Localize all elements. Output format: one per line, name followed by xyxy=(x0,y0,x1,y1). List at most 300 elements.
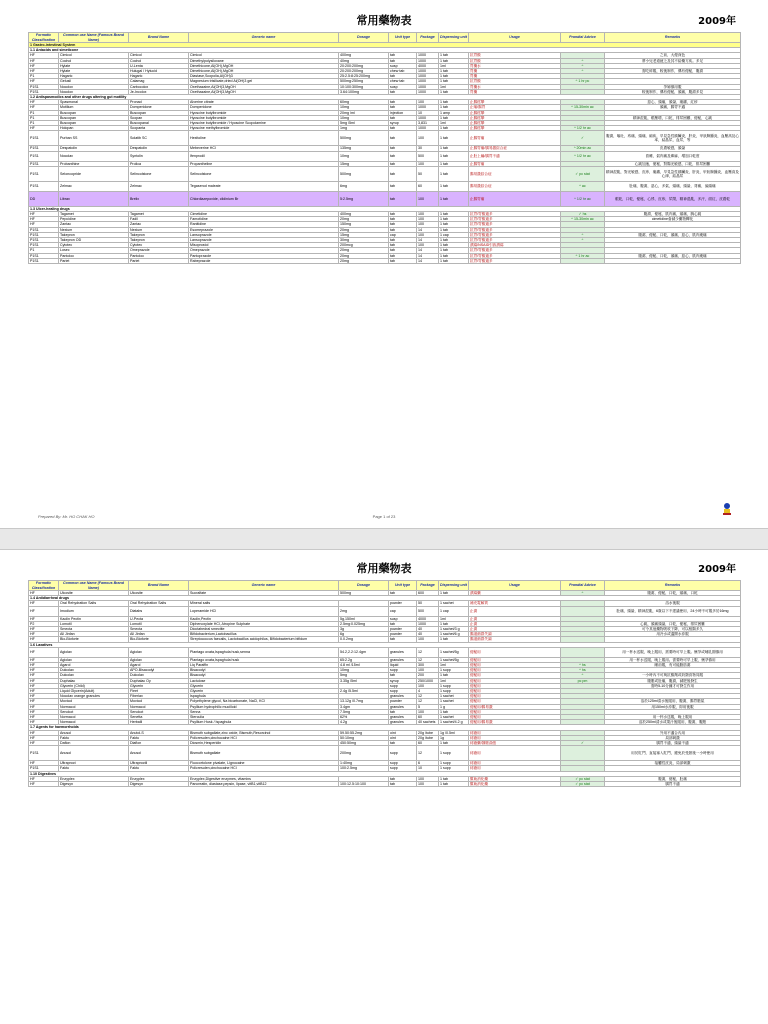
footer-page-number: Page 1 of 23 xyxy=(372,514,396,519)
unit-type-cell: supp xyxy=(389,689,417,694)
brand-name-cell: Syntolin xyxy=(129,151,189,161)
package-cell: 100 xyxy=(417,683,439,688)
usage-cell: 便秘用/腸易激 xyxy=(469,704,561,709)
package-cell: 12 xyxy=(417,694,439,699)
remarks-cell: 腹瀉，便秘，口乾，頭痛，惡心，肌肉痠痛 xyxy=(605,232,741,237)
dispensing-unit-cell: 1 sachet xyxy=(439,601,469,606)
section-title: 1.3 Ulcer-healing drugs xyxy=(29,206,741,211)
remarks-cell: cimetidine會減少藥物轉化 xyxy=(605,217,741,222)
usage-cell: 腸道菌群失調 xyxy=(469,632,561,637)
drug-table xyxy=(28,580,741,787)
form-class-cell: HF xyxy=(29,53,59,58)
generic-name-cell: Kaolin,Pectin xyxy=(189,616,339,621)
common-name-cell: All Jinfan xyxy=(59,632,129,637)
usage-cell: 便秘用 xyxy=(469,683,561,688)
brand-name-cell: Herbalil xyxy=(129,720,189,725)
dispensing-unit-cell: 1 tab xyxy=(439,146,469,151)
remarks-cell: 用於肛門，直接塞入肛門，避免於受熱後一小時使用 xyxy=(605,746,741,761)
generic-name-cell: Sucralfate xyxy=(189,591,339,596)
common-name-cell: Despatolin xyxy=(59,146,129,151)
unit-type-cell: syrup xyxy=(389,678,417,683)
column-header: Dosage xyxy=(339,581,389,591)
form-class-cell: HF xyxy=(29,63,59,68)
form-class-cell: P1S1 xyxy=(29,181,59,191)
form-class-cell: HF xyxy=(29,741,59,746)
drug-table xyxy=(28,32,741,264)
generic-name-cell: Propantheline xyxy=(189,161,339,166)
remarks-cell: 溶於125ml清水後服用，腹瀉，腸胃脹氣 xyxy=(605,699,741,704)
dosage-cell: 30mg xyxy=(339,238,389,243)
column-header: Prandial Advice xyxy=(561,33,605,43)
prandial-advice-cell: ^ xyxy=(561,238,605,243)
unit-type-cell: tab xyxy=(389,776,417,781)
unit-type-cell: susp xyxy=(389,84,417,89)
remarks-cell: 皮膚敏感，頭暈 xyxy=(605,146,741,151)
usage-cell: 胃藥水 xyxy=(469,84,561,89)
dispensing-unit-cell: 1 tab xyxy=(439,105,469,110)
form-class-cell: P1 xyxy=(29,115,59,120)
brand-name-cell: APO-Bisacodyl xyxy=(129,668,189,673)
package-cell: 10 xyxy=(417,110,439,115)
dispensing-unit-cell: 1 tab xyxy=(439,161,469,166)
brand-name-cell: Ulcosite xyxy=(129,591,189,596)
brand-name-cell: Pronad xyxy=(129,100,189,105)
generic-name-cell: Alverine citrate xyxy=(189,100,339,105)
dispensing-unit-cell: 1 tab xyxy=(439,227,469,232)
dosage-cell: 5g,150ml xyxy=(339,616,389,621)
dosage-cell: 20:200:200mg xyxy=(339,69,389,74)
unit-type-cell: cap xyxy=(389,606,417,616)
common-name-cell: Anusol xyxy=(59,730,129,735)
form-class-cell: HF xyxy=(29,657,59,662)
brand-name-cell: Cytotec xyxy=(129,243,189,248)
common-name-cell: Senokot xyxy=(59,709,129,714)
common-name-cell: Normacol xyxy=(59,720,129,725)
form-class-cell: HF xyxy=(29,637,59,642)
dispensing-unit-cell: 1 tab xyxy=(439,79,469,84)
section-title: 1.2 Antispasmodics and other drugs altering gut motility xyxy=(29,95,741,100)
remarks-cell: 眼乾，口乾，便秘，心悸，皮疹，尿閉，精神混亂，多汗，面紅，皮膚乾 xyxy=(605,191,741,206)
usage-cell: 抗胃/胃酸過多 xyxy=(469,238,561,243)
column-header: Unit type xyxy=(389,33,417,43)
generic-name-cell: Dimethicone,Al(OH),MgOH xyxy=(189,69,339,74)
section-title: 1.10 Digestives xyxy=(29,771,741,776)
dispensing-unit-cell: 1 tab xyxy=(439,253,469,258)
usage-cell: 止腸胃痛 xyxy=(469,161,561,166)
page-year: 2009年 xyxy=(698,16,736,27)
common-name-cell: Agiolax xyxy=(59,647,129,657)
usage-cell: 便秘用 xyxy=(469,709,561,714)
package-cell: 40 sachets xyxy=(417,720,439,725)
dispensing-unit-cell: 1 tab xyxy=(439,621,469,626)
unit-type-cell: chew tab xyxy=(389,79,417,84)
dispensing-unit-cell: 1 tab xyxy=(439,637,469,642)
dosage-cell: 150mg xyxy=(339,222,389,227)
page-2 xyxy=(28,554,740,1024)
remarks-cell: 溶於250ml清水或果汁後服用，腹瀉，腹脹 xyxy=(605,720,741,725)
package-cell: 12 xyxy=(417,699,439,704)
table-header xyxy=(29,33,741,43)
common-name-cell: Enzyplex xyxy=(59,776,129,781)
dispensing-unit-cell: 1 tab xyxy=(439,74,469,79)
dispensing-unit-cell: 1ml xyxy=(439,616,469,621)
dispensing-unit-cell: 1 tab xyxy=(439,248,469,253)
form-class-cell: HF xyxy=(29,79,59,84)
brand-name-cell: Solatib SC xyxy=(129,131,189,146)
form-class-cell: P1S1 xyxy=(29,227,59,232)
remarks-cell: 一小時內不可與抗酸劑或奶類食物同服 xyxy=(605,673,741,678)
logo-icon xyxy=(720,502,734,516)
package-cell: 1000 xyxy=(417,89,439,94)
dispensing-unit-cell: 1 tab xyxy=(439,89,469,94)
common-name-cell: Oral Rehydration Salts xyxy=(59,601,129,606)
package-cell: 14 xyxy=(417,227,439,232)
brand-name-cell: Cochol xyxy=(129,58,189,63)
dosage-cell: 4.2g xyxy=(339,720,389,725)
brand-name-cell: Scopanta xyxy=(129,126,189,131)
usage-cell: 幫助消化藥 xyxy=(469,782,561,787)
dosage-cell: 20mg xyxy=(339,253,389,258)
brand-name-cell: Duphalac Oy xyxy=(129,678,189,683)
common-name-cell: Nocolax orange granules xyxy=(59,694,129,699)
form-class-cell: P1S1 xyxy=(29,161,59,166)
table-row xyxy=(29,191,741,206)
dosage-cell: 5:2.5mg xyxy=(339,191,389,206)
generic-name-cell: Lactulose xyxy=(189,678,339,683)
dosage-cell: 6g xyxy=(339,632,389,637)
package-cell: 100 xyxy=(417,217,439,222)
dispensing-unit-cell: 1 tab xyxy=(439,166,469,181)
generic-name-cell: Bismuth subgallate xyxy=(189,746,339,761)
unit-type-cell: tab xyxy=(389,253,417,258)
dosage-cell: 2.5mg:0.025mg xyxy=(339,621,389,626)
unit-type-cell: granules xyxy=(389,720,417,725)
unit-type-cell: tab xyxy=(389,673,417,678)
generic-name-cell: Oxethazaine,Al(OH)3,MgOH xyxy=(189,89,339,94)
form-class-cell: HF xyxy=(29,689,59,694)
unit-type-cell: granules xyxy=(389,704,417,709)
dosage-cell: 20mg /ml xyxy=(339,110,389,115)
brand-name-cell: Enzyplex xyxy=(129,776,189,781)
prandial-advice-cell: ^ hs xyxy=(561,668,605,673)
common-name-cell: Buscopan xyxy=(59,115,129,120)
unit-type-cell: tab xyxy=(389,151,417,161)
section-title: 1.1 Antacids and simeticone xyxy=(29,48,741,53)
package-cell: 1000 xyxy=(417,79,439,84)
common-name-cell: Hagaric xyxy=(59,74,129,79)
generic-name-cell: Streptococcus faecalis, Lactobacillus acidophilus, Bifidobacterium bifidum xyxy=(189,637,339,642)
generic-name-cell: Bisacodyl xyxy=(189,673,339,678)
brand-name-cell: Carbocolox xyxy=(129,84,189,89)
generic-name-cell: Diosmin,Hesperidin xyxy=(189,741,339,746)
prandial-advice-cell: ✓ pc stat xyxy=(561,166,605,181)
common-name-cell: Duphalac xyxy=(59,678,129,683)
form-class-cell: HF xyxy=(29,69,59,74)
usage-cell: 止腸胃痛 xyxy=(469,131,561,146)
dispensing-unit-cell: 1 tab xyxy=(439,181,469,191)
dosage-cell: 3.4gm xyxy=(339,704,389,709)
form-class-cell: HF xyxy=(29,678,59,683)
unit-type-cell: tab xyxy=(389,105,417,110)
common-name-cell: Hylate xyxy=(59,69,129,74)
common-name-cell: Agarol xyxy=(59,663,129,668)
dispensing-unit-cell: 1 tab xyxy=(439,776,469,781)
form-class-cell: HF xyxy=(29,126,59,131)
dosage-cell: 10mg xyxy=(339,151,389,161)
unit-type-cell: tab xyxy=(389,131,417,146)
generic-name-cell: Esomeprazole xyxy=(189,227,339,232)
brand-name-cell: Digesyn xyxy=(129,782,189,787)
section-title: 1.7 Agents for haemorrhoids xyxy=(29,725,741,730)
common-name-cell: Takepron OD xyxy=(59,238,129,243)
form-class-cell: HF xyxy=(29,709,59,714)
generic-name-cell: Dioctahedral smectite xyxy=(189,627,339,632)
dispensing-unit-cell: 1ml xyxy=(439,63,469,68)
section-title: 1.6 Laxatives xyxy=(29,642,741,647)
generic-name-cell: Sterculia xyxy=(189,715,339,720)
unit-type-cell: granules xyxy=(389,694,417,699)
package-cell: 100 xyxy=(417,243,439,248)
form-class-cell: HF xyxy=(29,647,59,657)
usage-cell: 痔瘡用 xyxy=(469,730,561,735)
page-separator xyxy=(0,528,768,550)
common-name-cell: Ultraproct xyxy=(59,761,129,766)
brand-name-cell: Ultraproctil xyxy=(129,761,189,766)
dispensing-unit-cell: 1 cap xyxy=(439,606,469,616)
generic-name-cell: Cimetidine xyxy=(189,212,339,217)
usage-cell: 抗胃/胃酸過多 xyxy=(469,258,561,263)
section-title: 1.4 Antidiarrheal drugs xyxy=(29,596,741,601)
brand-name-cell: Zelmac xyxy=(129,181,189,191)
generic-name-cell: Bisacodyl xyxy=(189,668,339,673)
usage-cell: 止腸痙攣 xyxy=(469,121,561,126)
unit-type-cell: powder xyxy=(389,699,417,704)
generic-name-cell: Bifidobacterium,Lactobacillus xyxy=(189,632,339,637)
brand-name-cell: Agiolax xyxy=(129,657,189,662)
dosage-cell: 3g xyxy=(339,627,389,632)
dispensing-unit-cell: 1g /0.5ml xyxy=(439,730,469,735)
dosage-cell: 500mg xyxy=(339,166,389,181)
dispensing-unit-cell: 1 sachet xyxy=(439,715,469,720)
dispensing-unit-cell: 1 tab xyxy=(439,243,469,248)
prandial-advice-cell: ^ ac xyxy=(561,181,605,191)
remarks-cell: 用一杯水送服，晚上服用，需要時可早上服。懷孕或哺乳期慎用 xyxy=(605,647,741,657)
usage-cell: 腸道菌群失調 xyxy=(469,637,561,642)
brand-name-cell: Takepron xyxy=(129,238,189,243)
generic-name-cell: Loperamide HCl xyxy=(189,606,339,616)
form-class-cell: HF xyxy=(29,601,59,606)
form-class-cell: P1S1 xyxy=(29,766,59,771)
package-cell: 14 xyxy=(417,258,439,263)
package-cell: 10 xyxy=(417,766,439,771)
package-cell: 3,831 xyxy=(417,121,439,126)
brand-name-cell: Fiberlax xyxy=(129,694,189,699)
dispensing-unit-cell: 1 tab xyxy=(439,212,469,217)
dosage-cell: 500mg xyxy=(339,591,389,596)
dispensing-unit-cell: 1 sachet xyxy=(439,699,469,704)
column-header: Package xyxy=(417,33,439,43)
form-class-cell: P1 xyxy=(29,248,59,253)
page-1 xyxy=(28,6,740,518)
dispensing-unit-cell: 1 amp xyxy=(439,110,469,115)
form-class-cell: P1S1 xyxy=(29,238,59,243)
dosage-cell: 10mg xyxy=(339,668,389,673)
generic-name-cell: Hyoscine butylbromide xyxy=(189,115,339,120)
generic-name-cell: Misoprostol xyxy=(189,243,339,248)
unit-type-cell: supp xyxy=(389,668,417,673)
generic-name-cell: Hexitoline xyxy=(189,131,339,146)
common-name-cell: Probanthine xyxy=(59,161,129,166)
dosage-cell: 20mg xyxy=(339,248,389,253)
brand-name-cell: Hulugal / Hylucid xyxy=(129,69,189,74)
prandial-advice-cell: ✓ hs xyxy=(561,212,605,217)
generic-name-cell: Domperidone xyxy=(189,105,339,110)
dispensing-unit-cell: 1 supp xyxy=(439,689,469,694)
usage-cell: 潰瘍藥 xyxy=(469,591,561,596)
usage-cell: 便秘用 xyxy=(469,668,561,673)
dosage-cell: 6mg xyxy=(339,181,389,191)
package-cell: 1000 xyxy=(417,126,439,131)
dosage-cell: 10mg xyxy=(339,115,389,120)
table-row xyxy=(29,647,741,657)
form-class-cell: HF xyxy=(29,668,59,673)
usage-cell: 抗胃/胃酸過多 xyxy=(469,232,561,237)
prandial-advice-cell: pc pm xyxy=(561,678,605,683)
usage-cell: 腸易激綜合症 xyxy=(469,181,561,191)
remarks-cell: 腸胃不適 xyxy=(605,782,741,787)
package-cell: 50 xyxy=(417,601,439,606)
form-class-cell: HF xyxy=(29,616,59,621)
common-name-cell: Purban SS xyxy=(59,131,129,146)
remarks-cell: 惡心，頭痛，頭暈，瘙癢，紅疹 xyxy=(605,100,741,105)
dispensing-unit-cell: 1 cap xyxy=(439,232,469,237)
common-name-cell: Faktu xyxy=(59,735,129,740)
unit-type-cell: oint xyxy=(389,735,417,740)
generic-name-cell: Dimethylpolysiloxane xyxy=(189,58,339,63)
package-cell: 30 xyxy=(417,146,439,151)
prandial-advice-cell: ✓ pc stat xyxy=(561,782,605,787)
dispensing-unit-cell: 1 tab xyxy=(439,217,469,222)
dosage-cell: 25:2.5:8:25:200mg xyxy=(339,74,389,79)
dispensing-unit-cell: 1 tab xyxy=(439,741,469,746)
brand-name-cell: Je-Incolox xyxy=(129,89,189,94)
column-header: Prandial Advice xyxy=(561,581,605,591)
unit-type-cell: tab xyxy=(389,58,417,63)
brand-name-cell: Calamag xyxy=(129,79,189,84)
common-name-cell: Imodium xyxy=(59,606,129,616)
form-class-cell: HF xyxy=(29,627,59,632)
usage-cell: 腸易激綜合症 xyxy=(469,166,561,181)
usage-cell: 便秘用 xyxy=(469,678,561,683)
common-name-cell: Pantoloc xyxy=(59,253,129,258)
form-class-cell: HF xyxy=(29,222,59,227)
unit-type-cell: tab xyxy=(389,227,417,232)
dispensing-unit-cell: 1 tab xyxy=(439,100,469,105)
generic-name-cell: Diphenoxylate HCl, Atropine Sulphate xyxy=(189,621,339,626)
form-class-cell: HF xyxy=(29,105,59,110)
brand-name-cell: Senetta xyxy=(129,715,189,720)
brand-name-cell: Buscopanal xyxy=(129,121,189,126)
prandial-advice-cell: ^ xyxy=(561,63,605,68)
remarks-cell: 需時5-10分鐘才可發生作用 xyxy=(605,683,741,688)
brand-name-cell: Bio-Bioforte xyxy=(129,637,189,642)
package-cell: 12 xyxy=(417,657,439,662)
generic-name-cell: Magnesium trisilicate,dried Al(OH)3 gel xyxy=(189,79,339,84)
package-cell: 20g /tube xyxy=(417,730,439,735)
table-row xyxy=(29,131,741,146)
brand-name-cell: Diatabs xyxy=(129,606,189,616)
generic-name-cell: Lansoprazole xyxy=(189,238,339,243)
remarks-cell: 腹瀉，便秘，肌肉痛，頭痛，胸心跳 xyxy=(605,212,741,217)
footer-prepared-by: Prepared By: Mr. HO CHAK HO xyxy=(38,514,95,519)
form-class-cell: P1S1 xyxy=(29,746,59,761)
package-cell: 100 xyxy=(417,131,439,146)
dosage-cell: 500mg xyxy=(339,131,389,146)
usage-cell: 抗胃酸 xyxy=(469,53,561,58)
brand-name-cell: Nexium xyxy=(129,227,189,232)
generic-name-cell: Enzyplex,Digestive enzymes, vitamins xyxy=(189,776,339,781)
unit-type-cell: tab xyxy=(389,621,417,626)
common-name-cell: Movicol xyxy=(59,699,129,704)
package-cell: 6 xyxy=(417,761,439,766)
brand-name-cell: Tagamet xyxy=(129,212,189,217)
usage-cell: 幫助消化藥 xyxy=(469,776,561,781)
package-cell: 100 xyxy=(417,709,439,714)
generic-name-cell: Hyoscine methylbromide xyxy=(189,126,339,131)
usage-cell: 痔瘡用 xyxy=(469,766,561,771)
brand-name-cell: U-Pecta xyxy=(129,616,189,621)
form-class-cell: P1S1 xyxy=(29,146,59,151)
dispensing-unit-cell: 1 tab xyxy=(439,58,469,63)
column-header: Dispensing unit xyxy=(439,33,469,43)
common-name-cell: Bio-Bioforte xyxy=(59,637,129,642)
common-name-cell: Gelusil xyxy=(59,79,129,84)
unit-type-cell: oint xyxy=(389,730,417,735)
dispensing-unit-cell: 1 sachet/5g xyxy=(439,657,469,662)
common-name-cell: Lomotil xyxy=(59,621,129,626)
package-cell: 4000 xyxy=(417,63,439,68)
dispensing-unit-cell: 1 tab xyxy=(439,673,469,678)
dispensing-unit-cell: 1 tab xyxy=(439,126,469,131)
table-row xyxy=(29,782,741,787)
column-header: Usage xyxy=(469,33,561,43)
package-cell: 100 xyxy=(417,222,439,227)
package-cell: 40 xyxy=(417,627,439,632)
package-cell: 14 xyxy=(417,248,439,253)
common-name-cell: Anusol xyxy=(59,746,129,761)
brand-name-cell: Smecta xyxy=(129,627,189,632)
unit-type-cell: granules xyxy=(389,647,417,657)
prandial-advice-cell: ✓ xyxy=(561,131,605,146)
dispensing-unit-cell: 1g xyxy=(439,735,469,740)
usage-cell: 止腸胃痛 xyxy=(469,191,561,206)
prandial-advice-cell: ^ 20min ac xyxy=(561,146,605,151)
generic-name-cell: Dimethicone,Al(OH),MgOH xyxy=(189,63,339,68)
usage-cell: 胃藥 xyxy=(469,89,561,94)
common-name-cell: Hylate xyxy=(59,63,129,68)
brand-name-cell: Scopan xyxy=(129,115,189,120)
common-name-cell: Agiolax xyxy=(59,657,129,662)
form-class-cell: HF xyxy=(29,761,59,766)
common-name-cell: Librax xyxy=(59,191,129,206)
generic-name-cell: Psyllium Husk / Ispaghula xyxy=(189,720,339,725)
dispensing-unit-cell: 1ml xyxy=(439,121,469,126)
remarks-cell: 溶水後服 xyxy=(605,601,741,606)
usage-cell: 便秘用 xyxy=(469,689,561,694)
unit-type-cell: supp xyxy=(389,766,417,771)
dispensing-unit-cell: 1 tab xyxy=(439,709,469,714)
dosage-cell: 1:40mg xyxy=(339,761,389,766)
